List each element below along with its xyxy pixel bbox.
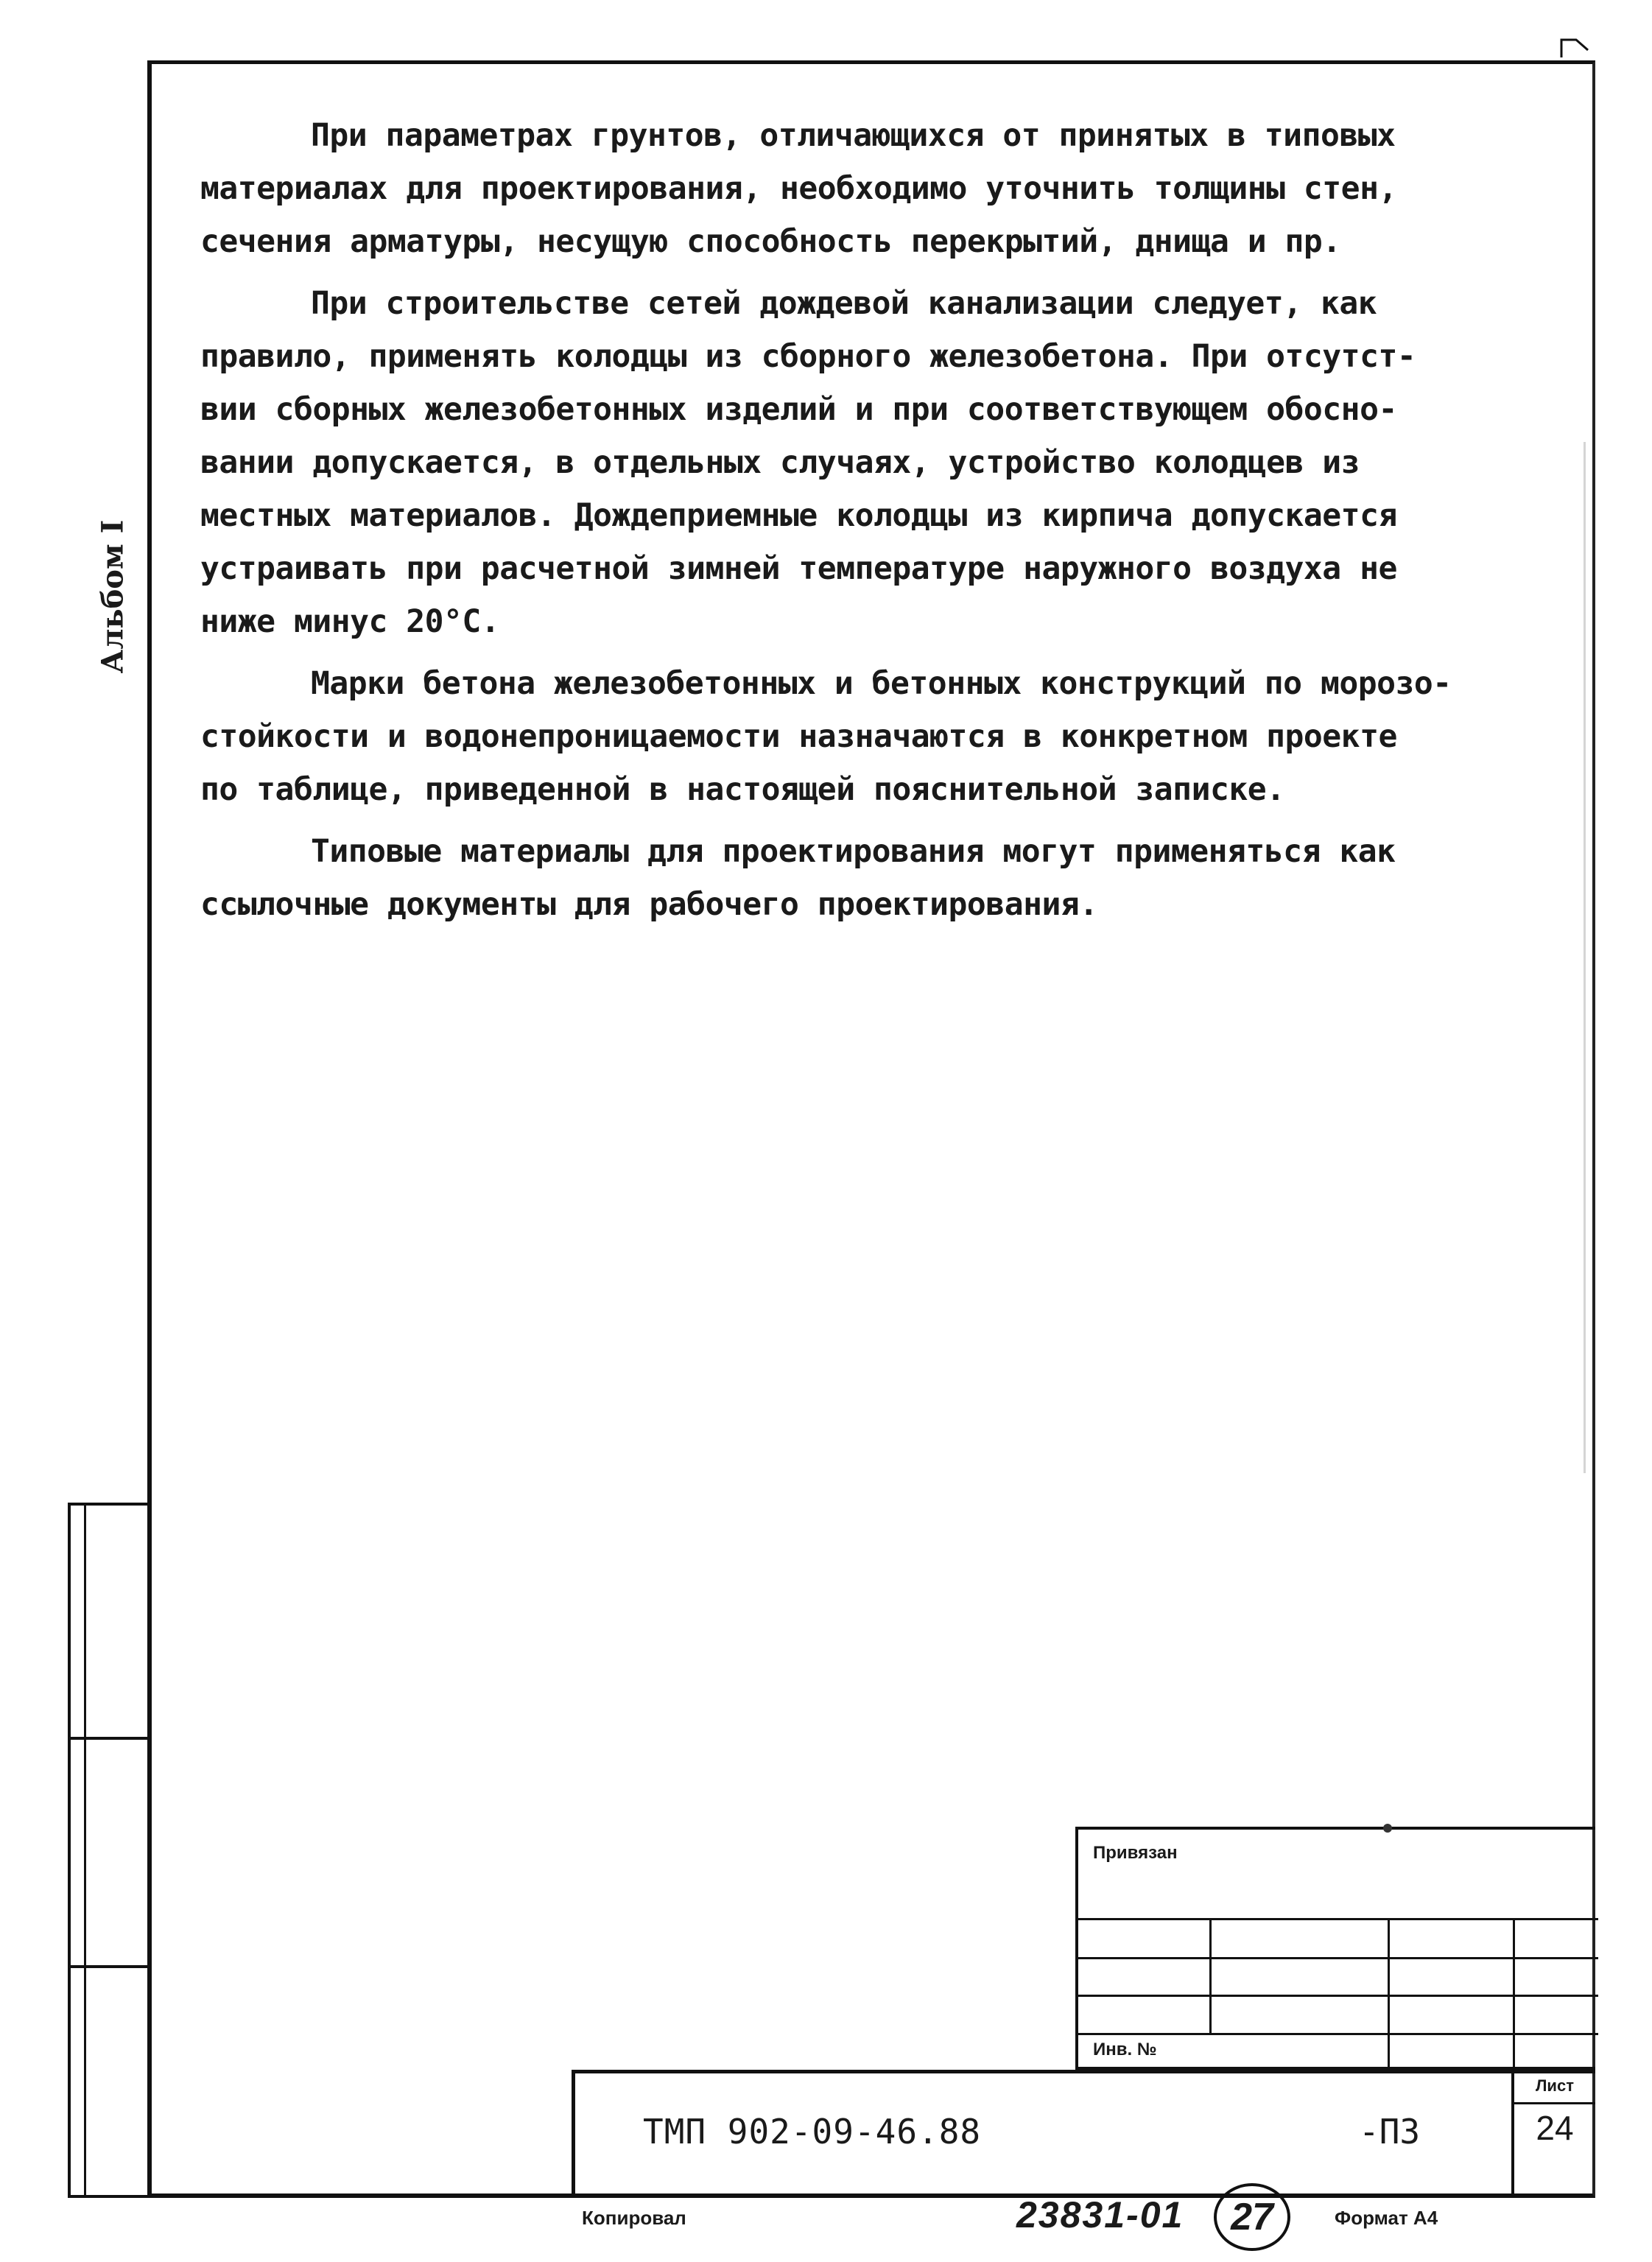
binding-stamp: [1075, 1827, 1595, 2070]
privyazan-label: Привязан: [1093, 1843, 1178, 1863]
sheet-cell: [1511, 2070, 1595, 2198]
title-block: [572, 2070, 1595, 2198]
sheet-number: 24: [1536, 2109, 1574, 2147]
paragraph-concrete-grades: Марки бетона железобетонных и бетонных конструкций по морозо- стойкости и водонепроницаемости назначаются в конкретном проекте по таблице, приведенной в настоящей пояснительной записке.: [200, 665, 1452, 808]
scan-speck: [1383, 1824, 1392, 1833]
body-text: [200, 109, 1556, 940]
copied-label: Копировал: [582, 2207, 686, 2229]
archive-number: 23831-01: [1016, 2194, 1184, 2235]
document-suffix: -ПЗ: [1359, 2112, 1421, 2152]
format-label: Формат А4: [1335, 2207, 1438, 2229]
paragraph-well-construction: При строительстве сетей дождевой канализации следует, как правило, применять колодцы из сборного железобетона. При отсутст- вии сборных железобетонных изделий и при соответствующем обосно- вании допускается, в отдельных случаях, устройство колодцев из местных материалов. Дождеприемные колодцы из кирпича допускается устраивать при расчетной зимней температуре наружного воздуха не ниже минус 20°С.: [200, 285, 1416, 640]
album-label: [80, 508, 146, 685]
paragraph-reference-documents: Типовые материалы для проектирования могут применяться как ссылочные документы для рабочего проектирования.: [200, 833, 1396, 923]
sheet-label: Лист: [1514, 2070, 1595, 2104]
album-label-text: Альбом I: [95, 519, 130, 674]
document-code: ТМП 902-09-46.88: [643, 2112, 982, 2152]
corner-mark: [1560, 37, 1589, 59]
inventory-number-label: Инв. №: [1093, 2040, 1157, 2059]
circled-number: 27: [1214, 2183, 1290, 2251]
scan-speck: [1584, 442, 1586, 1473]
paragraph-soil-parameters: При параметрах грунтов, отличающихся от принятых в типовых материалах для проектирования, необходимо уточнить толщины стен, сечения арматуры, несущую способность перекрытий, днища и пр.: [200, 117, 1397, 260]
left-margin-stamp: [68, 1503, 150, 2198]
